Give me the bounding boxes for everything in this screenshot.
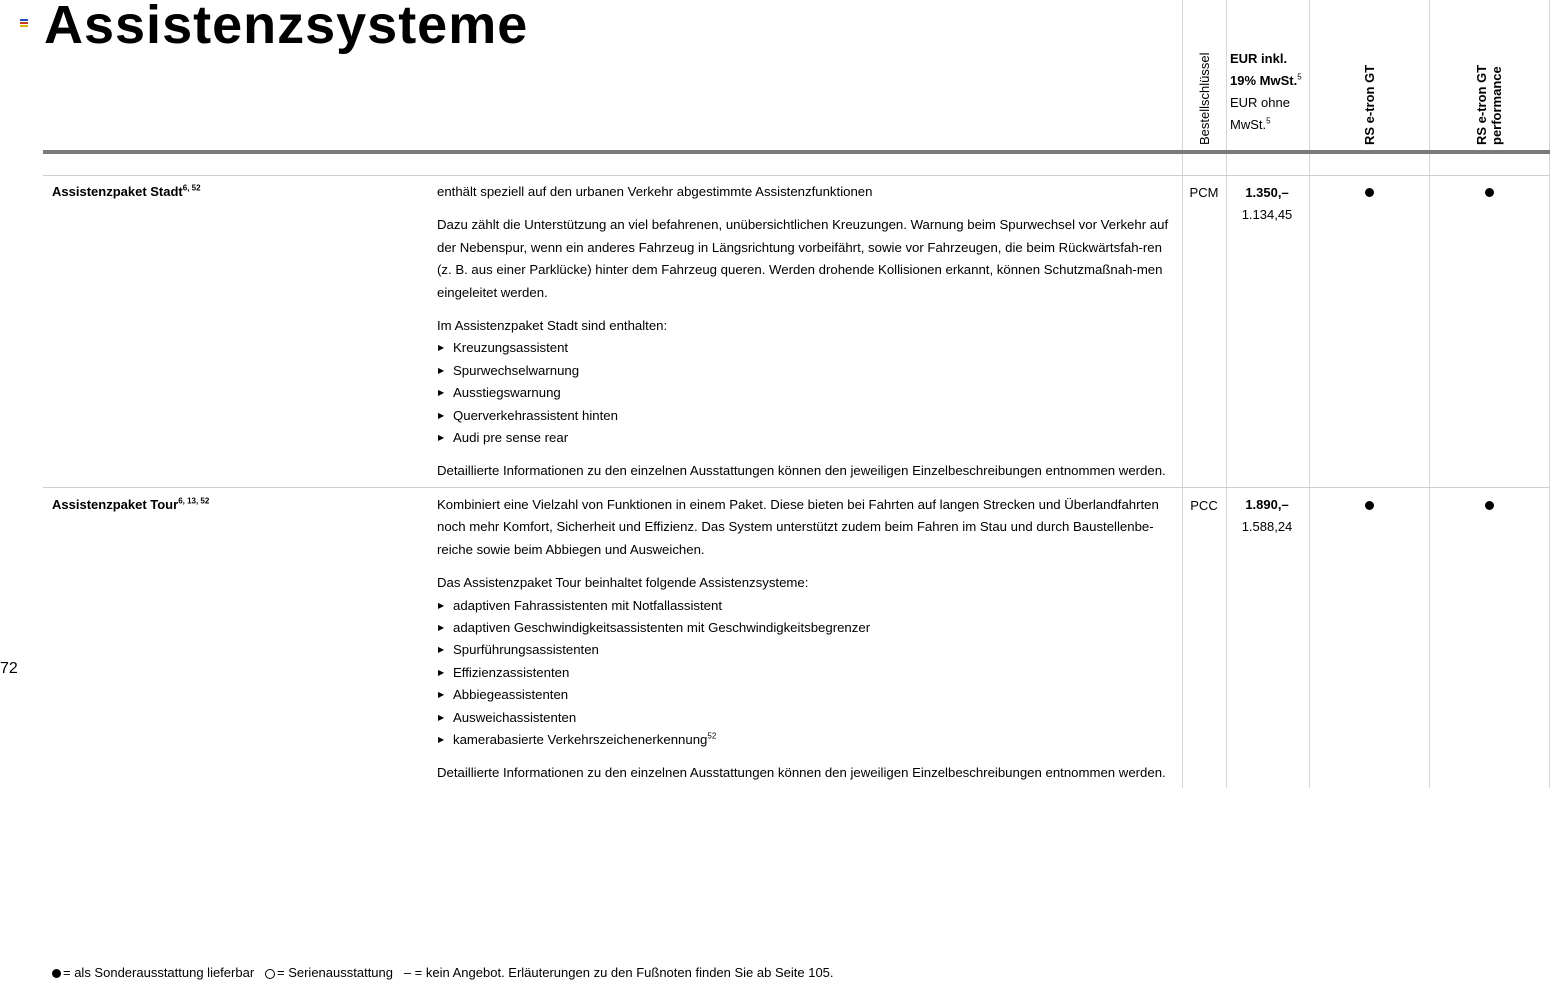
list-item-text: kamerabasierte Verkehrszeichenerkennung (453, 732, 708, 748)
page-title: Assistenzsysteme (44, 0, 529, 55)
footnote-marker: 5 (1266, 116, 1271, 126)
list-item: ▶ Spurführungsassistenten (437, 639, 1177, 661)
price-net: 1.588,24 (1241, 519, 1293, 534)
price-gross-label-2: 19% MwSt. (1230, 73, 1298, 88)
list-item-footnote: 52 (707, 731, 717, 741)
list-item: ▶ Abbiegeassistenten (437, 684, 1177, 706)
list-item: ▶ adaptiven Fahrassistenten mit Notfallassistent (437, 595, 1177, 617)
legend-optional: = als Sonderausstattung lieferbar (63, 965, 255, 980)
grid-line (1309, 0, 1310, 788)
legend (52, 965, 834, 980)
description-intro: enthält speziell auf den urbanen Verkehr abgestimmte Assistenzfunktionen (437, 184, 873, 199)
grid-line (1182, 0, 1183, 788)
price-gross: 1.890,– (1245, 497, 1289, 512)
description-text: Dazu zählt die Unterstützung an viel befahrenen, unübersichtlichen Kreuzungen. Warnung beim Spurwechsel vor Verkehr auf der Nebenspur, wenn ein anderes Fahrzeug in Längsrichtung vorbeifährt, sowie vor Fahrzeugen, die beim Rückwärtsfah-ren (z. B. aus einer Parklücke) hinter dem Fahrzeug queren. Werden drohende Kollisionen erkannt, können Schutzmaßnah-men eingeleitet werden. (437, 217, 1169, 300)
legend-standard: = Serienausstattung (277, 965, 393, 980)
list-intro: Das Assistenzpaket Tour beinhaltet folgende Assistenzsysteme: (437, 575, 809, 591)
price-net-label-1: EUR ohne (1230, 95, 1290, 110)
column-header-model-1: RS e-tron GT (1362, 64, 1377, 145)
price-cell (1227, 494, 1307, 538)
list-item: ▶ Ausweichassistenten (437, 707, 1177, 729)
open-circle-icon (265, 969, 275, 979)
order-code: PCC (1190, 498, 1218, 513)
column-header-model-2 (1474, 65, 1504, 145)
grid-line (1429, 0, 1430, 788)
list-item: ▶ Kreuzungsassistent (437, 337, 1177, 359)
page-number: 72 (0, 660, 18, 677)
description-outro: Detaillierte Informationen zu den einzelnen Ausstattungen können den jeweiligen Einzelbeschreibungen entnommen werden. (437, 463, 1166, 479)
column-header-order-key: Bestellschlüssel (1197, 52, 1212, 145)
price-gross-label-1: EUR inkl. (1230, 51, 1288, 66)
header-divider (43, 150, 1550, 154)
brand-flag-icon (20, 19, 28, 27)
column-header-price (1230, 48, 1302, 136)
grid-line (1226, 0, 1227, 788)
row-title-stadt (52, 184, 201, 199)
feature-list (437, 595, 1177, 752)
row-title-text: Assistenzpaket Tour (52, 497, 179, 512)
filled-dot-icon (52, 969, 61, 978)
price-net-label-2: MwSt. (1230, 117, 1267, 132)
row-footnotes: 6, 52 (182, 183, 201, 193)
list-item: ▶ Ausstiegswarnung (437, 382, 1177, 404)
optional-dot-icon (1485, 188, 1494, 197)
order-code: PCM (1189, 185, 1219, 200)
list-intro: Im Assistenzpaket Stadt sind enthalten: (437, 318, 668, 334)
optional-dot-icon (1485, 501, 1494, 510)
row-divider (43, 175, 1550, 176)
model-2-label-1: RS e-tron GT (1474, 64, 1489, 145)
description-text: Kombiniert eine Vielzahl von Funktionen in einem Paket. Diese bieten bei Fahrten auf langen Strecken und Überlandfahrten noch mehr Komfort, Sicherheit und Effizienz. Das System unterstützt zudem beim Fahren im Stau und durch Baustellenbe-reiche sowie beim Abbiegen und Ausweichen. (437, 497, 1159, 557)
list-item: ▶ Effizienzassistenten (437, 662, 1177, 684)
optional-dot-icon (1365, 188, 1374, 197)
feature-list (437, 337, 1177, 449)
legend-none: – = kein Angebot. Erläuterungen zu den Fußnoten finden Sie ab Seite 105. (403, 965, 834, 980)
list-item: ▶ Audi pre sense rear (437, 427, 1177, 449)
row-title-text: Assistenzpaket Stadt (52, 184, 183, 199)
list-item: ▶ adaptiven Geschwindigkeitsassistenten mit Geschwindigkeitsbegrenzer (437, 617, 1177, 639)
list-item: ▶ Spurwechselwarnung (437, 360, 1177, 382)
list-item: ▶ Querverkehrassistent hinten (437, 405, 1177, 427)
row-footnotes: 6, 13, 52 (178, 496, 210, 506)
row-description-stadt (437, 181, 1177, 494)
list-item (437, 729, 1177, 751)
optional-dot-icon (1365, 501, 1374, 510)
price-net: 1.134,45 (1241, 207, 1293, 222)
description-outro: Detaillierte Informationen zu den einzelnen Ausstattungen können den jeweiligen Einzelbeschreibungen entnommen werden. (437, 765, 1166, 781)
footnote-marker: 5 (1297, 72, 1302, 82)
model-2-label-2: performance (1489, 66, 1504, 145)
price-cell (1227, 182, 1307, 226)
price-gross: 1.350,– (1245, 185, 1289, 200)
row-description-tour (437, 494, 1177, 796)
row-title-tour (52, 497, 209, 512)
